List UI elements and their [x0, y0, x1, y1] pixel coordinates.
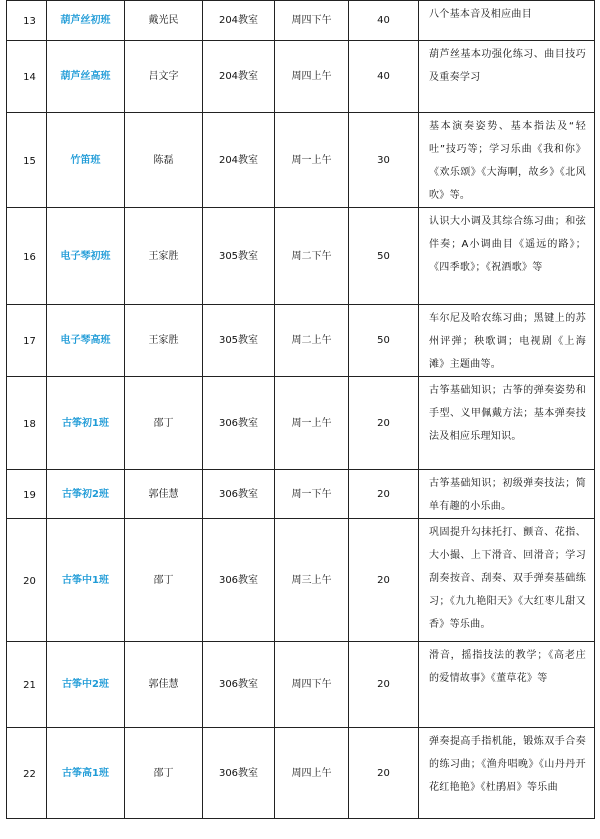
- class-capacity: 20: [349, 728, 419, 819]
- classroom: 306教室: [203, 377, 275, 470]
- teacher-name: 陈磊: [125, 113, 203, 208]
- classroom: 306教室: [203, 470, 275, 519]
- teacher-name: 戴光民: [125, 1, 203, 41]
- teacher-name: 郭佳慧: [125, 642, 203, 728]
- class-time: 周四上午: [275, 41, 349, 113]
- class-time: 周一上午: [275, 377, 349, 470]
- course-content: 滑音，摇指技法的教学；《高老庄的爱情故事》《董草花》等: [419, 642, 595, 728]
- table-row: [7, 377, 595, 470]
- course-name: 古筝高1班: [47, 728, 125, 819]
- course-name: 古筝中2班: [47, 642, 125, 728]
- classroom: 204教室: [203, 41, 275, 113]
- teacher-name: 邵丁: [125, 519, 203, 642]
- classroom: 306教室: [203, 642, 275, 728]
- classroom: 204教室: [203, 1, 275, 41]
- table-row: [7, 642, 595, 728]
- course-number: 17: [7, 305, 47, 377]
- course-content: 基本演奏姿势、基本指法及“轻吐”技巧等；学习乐曲《我和你》《欢乐颂》《大海啊，故乡》《北风吹》等。: [419, 113, 595, 208]
- teacher-name: 郭佳慧: [125, 470, 203, 519]
- class-capacity: 20: [349, 377, 419, 470]
- class-time: 周四下午: [275, 642, 349, 728]
- class-time: 周一下午: [275, 470, 349, 519]
- course-name: 电子琴初班: [47, 208, 125, 305]
- class-time: 周二下午: [275, 208, 349, 305]
- class-capacity: 20: [349, 642, 419, 728]
- course-name: 葫芦丝初班: [47, 1, 125, 41]
- class-capacity: 20: [349, 470, 419, 519]
- table-row: [7, 470, 595, 519]
- course-name: 古筝中1班: [47, 519, 125, 642]
- course-number: 22: [7, 728, 47, 819]
- course-name: 古筝初1班: [47, 377, 125, 470]
- class-time: 周四上午: [275, 728, 349, 819]
- class-time: 周三上午: [275, 519, 349, 642]
- classroom: 306教室: [203, 728, 275, 819]
- course-content: 弹奏提高手指机能，锻炼双手合奏的练习曲；《渔舟唱晚》《山丹丹开花红艳艳》《杜鹃眉》等乐曲: [419, 728, 595, 819]
- classroom: 204教室: [203, 113, 275, 208]
- teacher-name: 王家胜: [125, 305, 203, 377]
- table-row: [7, 519, 595, 642]
- course-content: 车尔尼及哈农练习曲；黑键上的苏州评弹；秧歌调；电视剧《上海滩》主题曲等。: [419, 305, 595, 377]
- course-number: 13: [7, 1, 47, 41]
- teacher-name: 吕文字: [125, 41, 203, 113]
- course-number: 21: [7, 642, 47, 728]
- class-capacity: 20: [349, 519, 419, 642]
- class-capacity: 40: [349, 41, 419, 113]
- course-number: 20: [7, 519, 47, 642]
- course-content: 八个基本音及相应曲目: [419, 1, 595, 41]
- course-content: 巩固提升勾抹托打、颤音、花指、大小撮、上下滑音、回滑音；学习刮奏按音、刮奏、双手弹奏基础练习；《九九艳阳天》《大红枣儿甜又香》等乐曲。: [419, 519, 595, 642]
- classroom: 305教室: [203, 305, 275, 377]
- class-capacity: 50: [349, 305, 419, 377]
- class-time: 周二上午: [275, 305, 349, 377]
- classroom: 305教室: [203, 208, 275, 305]
- table-row: [7, 305, 595, 377]
- class-time: 周一上午: [275, 113, 349, 208]
- class-capacity: 30: [349, 113, 419, 208]
- course-number: 18: [7, 377, 47, 470]
- course-name: 竹笛班: [47, 113, 125, 208]
- class-capacity: 40: [349, 1, 419, 41]
- course-content: 葫芦丝基本功强化练习、曲目技巧及重奏学习: [419, 41, 595, 113]
- teacher-name: 邵丁: [125, 377, 203, 470]
- table-row: [7, 1, 595, 41]
- course-number: 15: [7, 113, 47, 208]
- table-row: [7, 208, 595, 305]
- course-table: [6, 0, 595, 819]
- table-row: [7, 728, 595, 819]
- teacher-name: 邵丁: [125, 728, 203, 819]
- course-name: 古筝初2班: [47, 470, 125, 519]
- course-content: 认识大小调及其综合练习曲；和弦伴奏；A小调曲目《遥远的路》；《四季歌》；《祝酒歌》等: [419, 208, 595, 305]
- table-row: [7, 113, 595, 208]
- course-name: 葫芦丝高班: [47, 41, 125, 113]
- table-row: [7, 41, 595, 113]
- course-number: 16: [7, 208, 47, 305]
- course-content: 古筝基础知识；初级弹奏技法；简单有趣的小乐曲。: [419, 470, 595, 519]
- course-content: 古筝基础知识；古筝的弹奏姿势和手型、义甲佩戴方法；基本弹奏技法及相应乐理知识。: [419, 377, 595, 470]
- classroom: 306教室: [203, 519, 275, 642]
- class-time: 周四下午: [275, 1, 349, 41]
- course-name: 电子琴高班: [47, 305, 125, 377]
- course-number: 14: [7, 41, 47, 113]
- teacher-name: 王家胜: [125, 208, 203, 305]
- course-number: 19: [7, 470, 47, 519]
- class-capacity: 50: [349, 208, 419, 305]
